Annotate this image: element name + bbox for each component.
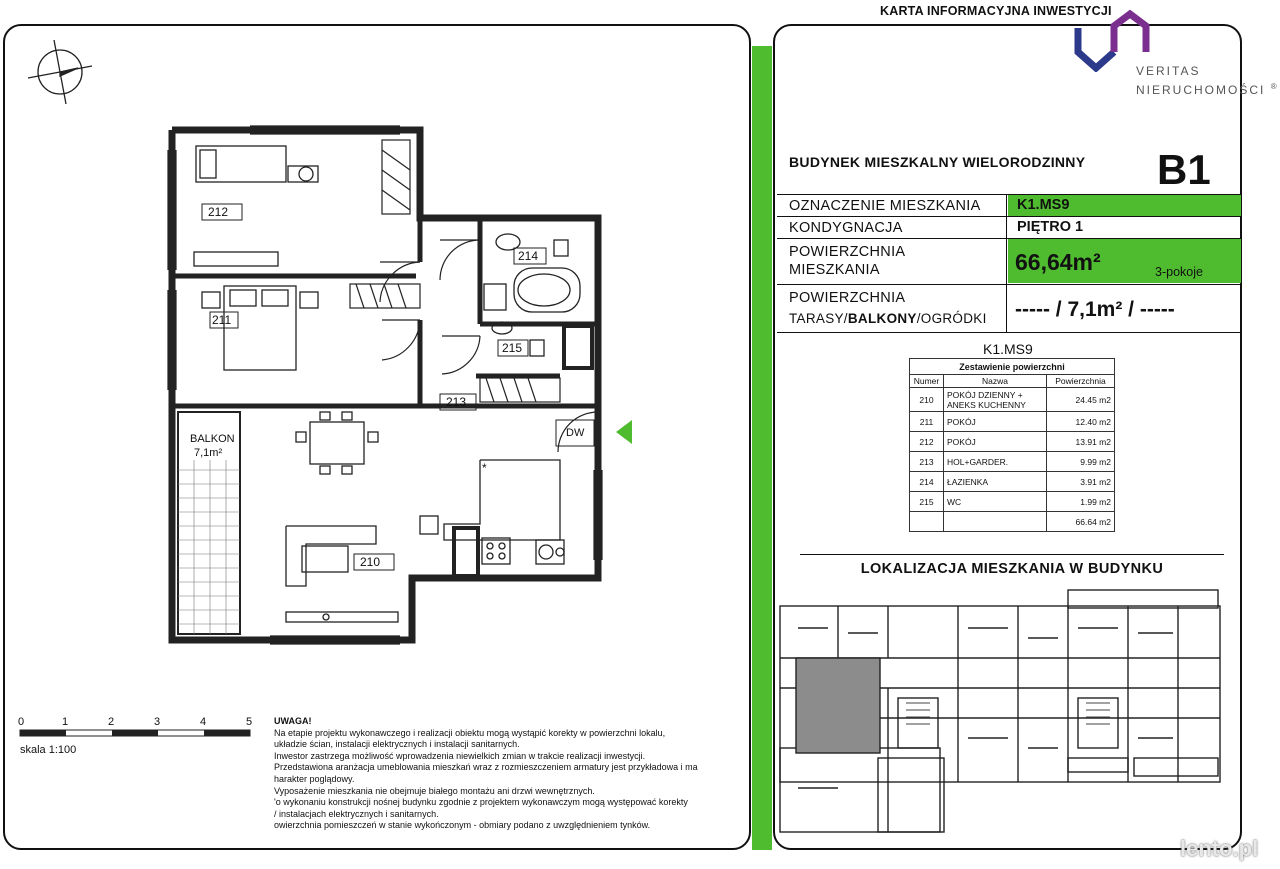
- room-label-212: 212: [208, 205, 229, 219]
- row-area: 13.91 m2: [1047, 432, 1115, 452]
- compass-icon: [28, 40, 92, 104]
- scale-label: skala 1:100: [20, 744, 77, 756]
- row-name: ŁAZIENKA: [944, 472, 1047, 492]
- row-area: 9.99 m2: [1047, 452, 1115, 472]
- floor-value: PIĘTRO 1: [1017, 219, 1084, 235]
- apt-value: K1.MS9: [1017, 197, 1070, 213]
- accent-strip: [752, 46, 772, 850]
- building-code: B1: [1157, 146, 1211, 193]
- note-line: układzie ścian, instalacji elektrycznych i instalacji sanitarnych.: [274, 739, 520, 750]
- row-name: HOL+GARDER.: [944, 452, 1047, 472]
- col-area: Powierzchnia: [1047, 375, 1115, 388]
- area-summary-table: [909, 358, 1115, 532]
- terrace-label-2: [789, 310, 987, 328]
- note-line: Vyposażenie mieszkania nie obejmuje białego montażu ani drzwi wewnętrznych.: [274, 785, 595, 796]
- row-name: POKÓJ DZIENNY + ANEKS KUCHENNY: [944, 388, 1047, 412]
- row-area: 1.99 m2: [1047, 492, 1115, 512]
- scale-tick: 2: [108, 716, 115, 728]
- watermark: lento.pl: [1180, 836, 1259, 861]
- table-row: [910, 492, 1115, 512]
- note-line: / instalacjach elektrycznych i sanitarnych.: [274, 808, 439, 819]
- info-divider: [1006, 194, 1007, 332]
- row-num: 210: [910, 388, 944, 412]
- logo-line-1: VERITAS: [1136, 64, 1201, 78]
- row-num: 213: [910, 452, 944, 472]
- terrace-label-a: TARASY/: [789, 311, 848, 326]
- table-row: [910, 452, 1115, 472]
- entrance-arrow-icon: [616, 420, 632, 444]
- total-row: [910, 512, 1115, 532]
- room-label-210: 210: [360, 555, 381, 569]
- terrace-value: ----- / 7,1m² / -----: [1015, 298, 1175, 321]
- scale-tick: 5: [246, 716, 253, 728]
- summary-caption: Zestawienie powierzchni: [910, 359, 1115, 375]
- terrace-label-b: BALKONY: [847, 311, 917, 326]
- veritas-logo-icon: [1070, 8, 1150, 72]
- row-num: 214: [910, 472, 944, 492]
- note-line: owierzchnia pomieszczeń w stanie wykończonym - obmiary podano z uwzględnieniem tynków.: [274, 820, 651, 831]
- area-value: 66,64m²: [1015, 249, 1101, 275]
- balcony: [178, 412, 240, 634]
- col-name: Nazwa: [944, 375, 1047, 388]
- row-name: POKÓJ: [944, 412, 1047, 432]
- dw-label: DW: [566, 427, 585, 439]
- row-area: 12.40 m2: [1047, 412, 1115, 432]
- note-line: Na etapie projektu wykonawczego i realizacji obiektu mogą wystąpić korekty w powierzchni lokalu,: [274, 727, 666, 738]
- header-title: KARTA INFORMACYJNA INWESTYCJI: [880, 4, 1112, 18]
- room-label-211: 211: [212, 313, 232, 327]
- apartment-highlight: [796, 658, 880, 753]
- row-name: POKÓJ: [944, 432, 1047, 452]
- area-label-1: POWIERZCHNIA: [789, 244, 906, 260]
- scale-bar: [18, 716, 258, 756]
- table-row: [910, 472, 1115, 492]
- notes: [274, 716, 734, 832]
- balcony-area: 7,1m²: [194, 447, 223, 459]
- row-num: 215: [910, 492, 944, 512]
- scale-tick: 3: [154, 716, 161, 728]
- note-line: Inwestor zastrzega możliwość wprowadzenia niewielkich zmian w trakcie realizacji inwestycji.: [274, 750, 646, 761]
- room-label-213: 213: [446, 395, 467, 409]
- note-line: Przedstawiona aranżacja umeblowania mieszkań wraz z rozmieszczeniem armatury jest przykładowa i ma: [274, 762, 698, 773]
- room-label-214: 214: [518, 249, 539, 263]
- row-area: 3.91 m2: [1047, 472, 1115, 492]
- logo-text: [1136, 64, 1277, 98]
- building-title: BUDYNEK MIESZKALNY WIELORODZINNY: [789, 154, 1086, 170]
- info-bottom-rule: [777, 332, 1241, 333]
- apt-label: OZNACZENIE MIESZKANIA: [789, 198, 981, 214]
- floor-row: [777, 216, 1241, 238]
- area-label-2: MIESZKANIA: [789, 262, 880, 278]
- logo-line-2: NIERUCHOMOŚCI: [1136, 83, 1266, 97]
- summary-title: K1.MS9: [983, 341, 1033, 357]
- apt-row: [777, 194, 1241, 216]
- note-line: harakter poglądowy.: [274, 773, 355, 784]
- table-row: [910, 388, 1115, 412]
- row-area: 24.45 m2: [1047, 388, 1115, 412]
- terrace-label-c: /OGRÓDKI: [916, 311, 987, 326]
- col-number: Numer: [910, 375, 944, 388]
- row-name: WC: [944, 492, 1047, 512]
- floor-plan: [20, 40, 720, 660]
- area-row: [777, 238, 1241, 284]
- logo-reg: ®: [1270, 82, 1277, 91]
- row-num: 211: [910, 412, 944, 432]
- room-label-215: 215: [502, 341, 523, 355]
- balcony-label: BALKON: [190, 433, 235, 445]
- terrace-label-1: POWIERZCHNIA: [789, 290, 906, 306]
- scale-tick: 4: [200, 716, 207, 728]
- location-title: LOKALIZACJA MIESZKANIA W BUDYNKU: [800, 554, 1224, 577]
- row-num: 212: [910, 432, 944, 452]
- notes-head: UWAGA!: [274, 716, 312, 726]
- rooms-count: 3-pokoje: [1155, 265, 1203, 279]
- note-line: 'o wykonaniu konstrukcji nośnej budynku zgodnie z projektem wykonawczym mogą występować korekty: [274, 797, 688, 808]
- scale-tick: 0: [18, 716, 25, 728]
- building-location-plan: [778, 588, 1228, 833]
- table-row: [910, 412, 1115, 432]
- total-area: 66.64 m2: [1047, 512, 1115, 532]
- kitchen-mark: *: [482, 461, 487, 475]
- terrace-row: [777, 284, 1241, 332]
- table-row: [910, 432, 1115, 452]
- floor-label: KONDYGNACJA: [789, 220, 903, 236]
- scale-tick: 1: [62, 716, 69, 728]
